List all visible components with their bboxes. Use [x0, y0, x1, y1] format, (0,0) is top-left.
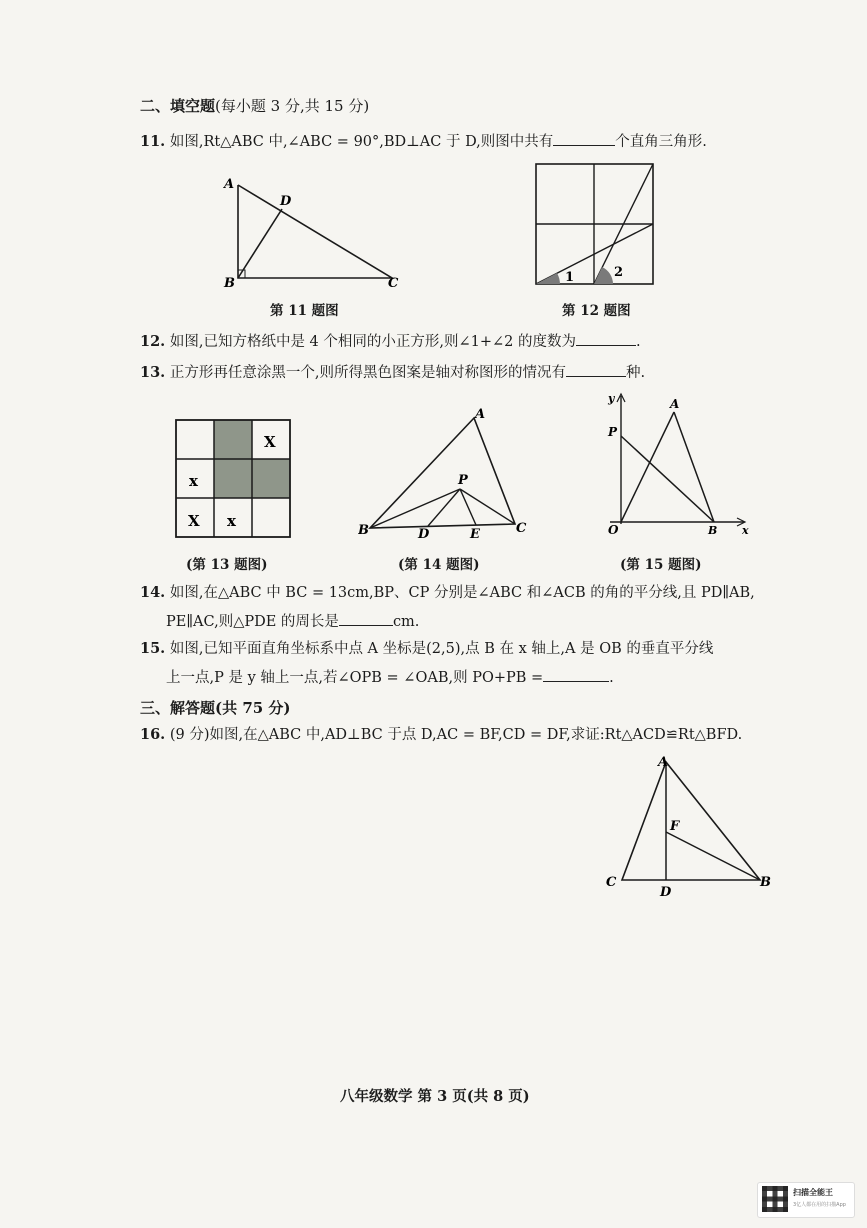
fig11-caption: 第 11 题图 [270, 303, 339, 319]
section-title: 二、填空题 [140, 97, 216, 115]
shaded-cell [214, 420, 252, 459]
question-12 [140, 331, 641, 352]
fig15-caption: (第 15 题图) [620, 557, 702, 573]
fig14-label-p: P [458, 473, 468, 488]
scanner-watermark [757, 1182, 855, 1218]
question-14 [140, 583, 755, 603]
question-text: 上一点,P 是 y 轴上一点,若∠OPB = ∠OAB,则 PO+PB = [166, 670, 544, 686]
question-number: 16. [140, 726, 166, 743]
question-text: 如图,Rt△ABC 中,∠ABC = 90°,BD⊥AC 于 D,则图中共有 [169, 134, 554, 150]
fig14-label-c: C [516, 521, 527, 536]
question-text: 如图,已知方格纸中是 4 个相同的小正方形,则∠1+∠2 的度数为 [169, 334, 577, 350]
fig16-label-a: A [658, 755, 669, 770]
cross-mark: x [189, 472, 198, 490]
question-15 [140, 639, 713, 659]
question-11 [140, 131, 707, 152]
cross-mark: X [264, 433, 276, 451]
question-text: 正方形再任意涂黑一个,则所得黑色图案是轴对称图形的情况有 [169, 365, 566, 381]
fig14-label-a: A [475, 407, 486, 422]
fig13-caption: (第 13 题图) [186, 557, 268, 573]
fig15-label-o: O [608, 523, 619, 537]
shaded-cell [214, 459, 252, 498]
answer-blank[interactable] [543, 667, 609, 682]
question-number: 13. [140, 364, 166, 381]
fig16-label-d: D [660, 885, 672, 898]
fig16-label-c: C [606, 875, 617, 890]
figure-14 [358, 404, 538, 538]
fig15-label-a: A [670, 397, 680, 411]
section3-title: 三、解答题(共 75 分) [140, 699, 291, 717]
figure-11 [220, 175, 410, 295]
watermark-sub: 3亿人都在用的扫描App [793, 1202, 846, 1208]
answer-blank[interactable] [576, 331, 636, 346]
question-text: 如图,在△ABC 中 BC = 13cm,BP、CP 分别是∠ABC 和∠ACB 的角的平分线,且 PD∥AB, [169, 585, 755, 601]
fig16-label-f: F [670, 819, 680, 834]
question-text: PE∥AC,则△PDE 的周长是 [166, 614, 339, 630]
figure-15 [602, 388, 754, 544]
fig11-label-d: D [280, 194, 292, 209]
question-number: 15. [140, 640, 166, 657]
figure-12 [530, 158, 660, 288]
fig15-label-b: B [708, 524, 718, 537]
fig11-label-a: A [224, 177, 235, 192]
answer-blank[interactable] [339, 611, 393, 626]
question-text: . [609, 670, 614, 686]
fig14-label-e: E [470, 527, 480, 538]
fig14-label-b: B [358, 523, 369, 538]
fig14-caption: (第 14 题图) [398, 557, 480, 573]
fig15-label-p: P [608, 425, 618, 439]
fig11-label-b: B [224, 276, 235, 291]
qr-code-icon [762, 1186, 788, 1212]
fig12-angle-2: 2 [614, 265, 624, 280]
fig12-angle-1: 1 [565, 270, 575, 285]
fig11-label-c: C [388, 276, 399, 291]
page-footer: 八年级数学 第 3 页(共 8 页) [340, 1088, 530, 1105]
question-13 [140, 362, 645, 383]
question-text: (9 分)如图,在△ABC 中,AD⊥BC 于点 D,AC = BF,CD = DF,求证:Rt△ACD≌Rt△BFD. [169, 727, 743, 743]
question-text: cm. [392, 614, 420, 630]
section-heading [140, 96, 369, 117]
figure-13 [172, 416, 294, 540]
cross-mark: x [227, 512, 236, 530]
answer-blank[interactable] [566, 362, 626, 377]
cross-mark: X [188, 512, 200, 530]
fig15-axis-x: x [742, 524, 749, 537]
figure-16 [600, 752, 780, 898]
fig16-label-b: B [760, 875, 771, 890]
answer-blank[interactable] [553, 131, 615, 146]
shaded-cell [252, 459, 290, 498]
question-14-line2 [166, 611, 419, 632]
question-number: 11. [140, 133, 166, 150]
question-16 [140, 725, 742, 745]
fig15-axis-y: y [608, 392, 615, 405]
question-text: 种. [625, 365, 646, 381]
question-text: . [636, 334, 641, 350]
question-number: 12. [140, 333, 166, 350]
fig12-caption: 第 12 题图 [562, 303, 631, 319]
question-number: 14. [140, 584, 166, 601]
watermark-brand: 扫描全能王 [793, 1188, 833, 1197]
section-note: (每小题 3 分,共 15 分) [215, 97, 370, 115]
question-15-line2 [166, 667, 614, 688]
question-text: 个直角三角形. [615, 134, 707, 150]
question-text: 如图,已知平面直角坐标系中点 A 坐标是(2,5),点 B 在 x 轴上,A 是 OB 的垂直平分线 [169, 641, 714, 657]
fig14-label-d: D [418, 527, 430, 538]
